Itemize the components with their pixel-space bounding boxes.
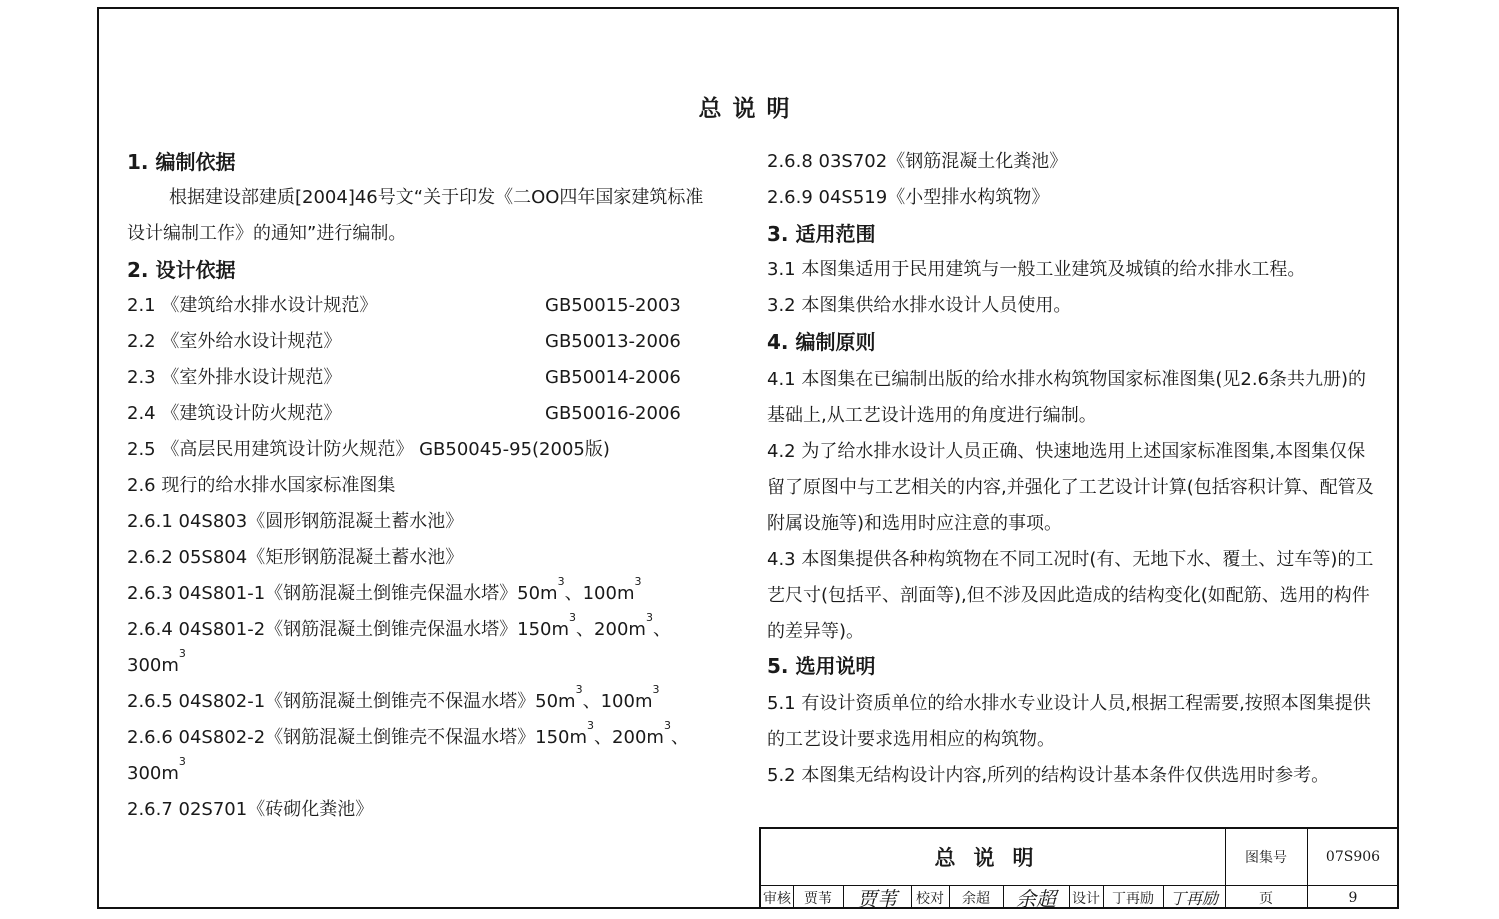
section-1-para-line2: 设计编制工作》的通知”进行编制。 [127, 223, 407, 244]
item-2-6-9: 2.6.9 04S519《小型排水构筑物》 [767, 187, 1050, 208]
reviewer-name: 贾苇 [804, 890, 832, 907]
item-2-6-1: 2.6.1 04S803《圆形钢筋混凝土蓄水池》 [127, 511, 464, 532]
left-column [127, 146, 747, 830]
item-text: 、100m [564, 583, 635, 604]
item-2-6: 2.6 现行的给水排水国家标准图集 [127, 475, 396, 496]
item-code: GB50016-2006 [545, 403, 681, 424]
reviewer-signature: 贾苇 [857, 887, 897, 911]
section-1-heading: 1. 编制依据 [127, 150, 236, 174]
item-text: 300m [127, 655, 179, 676]
item-text: 、200m [576, 619, 646, 640]
para-4-1: 4.1 本图集在已编制出版的给水排水构筑物国家标准图集(见2.6条共九册)的基础上,从工艺设计选用的角度进行编制。 [767, 369, 1367, 426]
section-4-heading: 4. 编制原则 [767, 330, 876, 354]
para-4-3: 4.3 本图集提供各种构筑物在不同工况时(有、无地下水、覆土、过车等)的工艺尺寸(包括平、剖面等),但不涉及因此造成的结构变化(如配筋、选用的构件的差异等)。 [767, 549, 1374, 642]
superscript: 3 [557, 575, 565, 588]
item-text: 2.6.6 04S802-2《钢筋混凝土倒锥壳不保温水塔》150m [127, 727, 588, 748]
designer-label: 设计 [1072, 890, 1100, 907]
page-number: 9 [1348, 889, 1358, 906]
list-item [127, 326, 747, 362]
reviewer-label: 审核 [763, 890, 791, 907]
item-text: 、200m [594, 727, 664, 748]
item-label: 2.1 《建筑给水排水设计规范》 [127, 295, 378, 316]
section-3-heading: 3. 适用范围 [767, 222, 876, 246]
item-code: GB50015-2003 [545, 295, 681, 316]
item-text: 、 [652, 619, 671, 640]
item-text: 300m [127, 763, 179, 784]
superscript: 3 [575, 683, 583, 696]
designer-name: 丁再励 [1112, 890, 1154, 907]
checker-signature: 余超 [1016, 887, 1056, 911]
list-item [127, 398, 747, 434]
item-text: 、 [670, 727, 689, 748]
superscript: 3 [652, 683, 660, 696]
para-4-2: 4.2 为了给水排水设计人员正确、快速地选用上述国家标准图集,本图集仅保留了原图中与工艺相关的内容,并强化了工艺设计计算(包括容积计算、配管及附属设施等)和选用时应注意的事项。 [767, 441, 1374, 534]
item-2-5: 2.5 《高层民用建筑设计防火规范》 GB50045-95(2005版) [127, 439, 610, 460]
item-label: 2.3 《室外排水设计规范》 [127, 367, 342, 388]
right-column [767, 146, 1377, 794]
item-2-6-3 [127, 575, 747, 614]
superscript: 3 [663, 719, 671, 732]
superscript: 3 [178, 755, 186, 768]
atlas-number: 07S906 [1325, 849, 1381, 865]
page-title: 总说明 [698, 96, 801, 122]
superscript: 3 [587, 719, 595, 732]
item-text: 2.6.5 04S802-1《钢筋混凝土倒锥壳不保温水塔》50m [127, 691, 576, 712]
item-label: 2.2 《室外给水设计规范》 [127, 331, 342, 352]
item-2-6-7: 2.6.7 02S701《砖砌化粪池》 [127, 799, 374, 820]
title-block-title: 总说明 [934, 846, 1052, 870]
para-3-1: 3.1 本图集适用于民用建筑与一般工业建筑及城镇的给水排水工程。 [767, 259, 1306, 280]
para-5-1: 5.1 有设计资质单位的给水排水专业设计人员,根据工程需要,按照本图集提供的工艺设计要求选用相应的构筑物。 [767, 693, 1371, 750]
item-2-6-5 [127, 683, 747, 722]
designer-signature: 丁再励 [1169, 889, 1218, 908]
list-item [127, 290, 747, 326]
item-2-6-8: 2.6.8 03S702《钢筋混凝土化粪池》 [767, 151, 1068, 172]
item-text: 2.6.3 04S801-1《钢筋混凝土倒锥壳保温水塔》50m [127, 583, 558, 604]
item-2-6-4 [127, 611, 747, 650]
section-2-heading: 2. 设计依据 [127, 258, 236, 282]
item-text: 、100m [582, 691, 653, 712]
list-item [127, 362, 747, 398]
atlas-number-label: 图集号 [1245, 850, 1287, 866]
para-3-2: 3.2 本图集供给水排水设计人员使用。 [767, 295, 1072, 316]
item-code: GB50013-2006 [545, 331, 681, 352]
section-1-para-line1: 根据建设部建质[2004]46号文“关于印发《二OO四年国家建筑标准 [169, 187, 704, 208]
checker-name: 余超 [962, 890, 990, 907]
superscript: 3 [645, 611, 653, 624]
item-2-6-6-cont [127, 755, 747, 794]
item-code: GB50014-2006 [545, 367, 681, 388]
superscript: 3 [178, 647, 186, 660]
checker-label: 校对 [916, 890, 944, 907]
section-5-heading: 5. 选用说明 [767, 654, 876, 678]
item-2-6-4-cont [127, 647, 747, 686]
title-block [759, 827, 1399, 909]
item-label: 2.4 《建筑设计防火规范》 [127, 403, 342, 424]
item-2-6-6 [127, 719, 747, 758]
item-2-6-2: 2.6.2 05S804《矩形钢筋混凝土蓄水池》 [127, 547, 464, 568]
para-5-2: 5.2 本图集无结构设计内容,所列的结构设计基本条件仅供选用时参考。 [767, 765, 1330, 786]
page-label: 页 [1259, 890, 1273, 907]
superscript: 3 [634, 575, 642, 588]
item-text: 2.6.4 04S801-2《钢筋混凝土倒锥壳保温水塔》150m [127, 619, 570, 640]
superscript: 3 [569, 611, 577, 624]
